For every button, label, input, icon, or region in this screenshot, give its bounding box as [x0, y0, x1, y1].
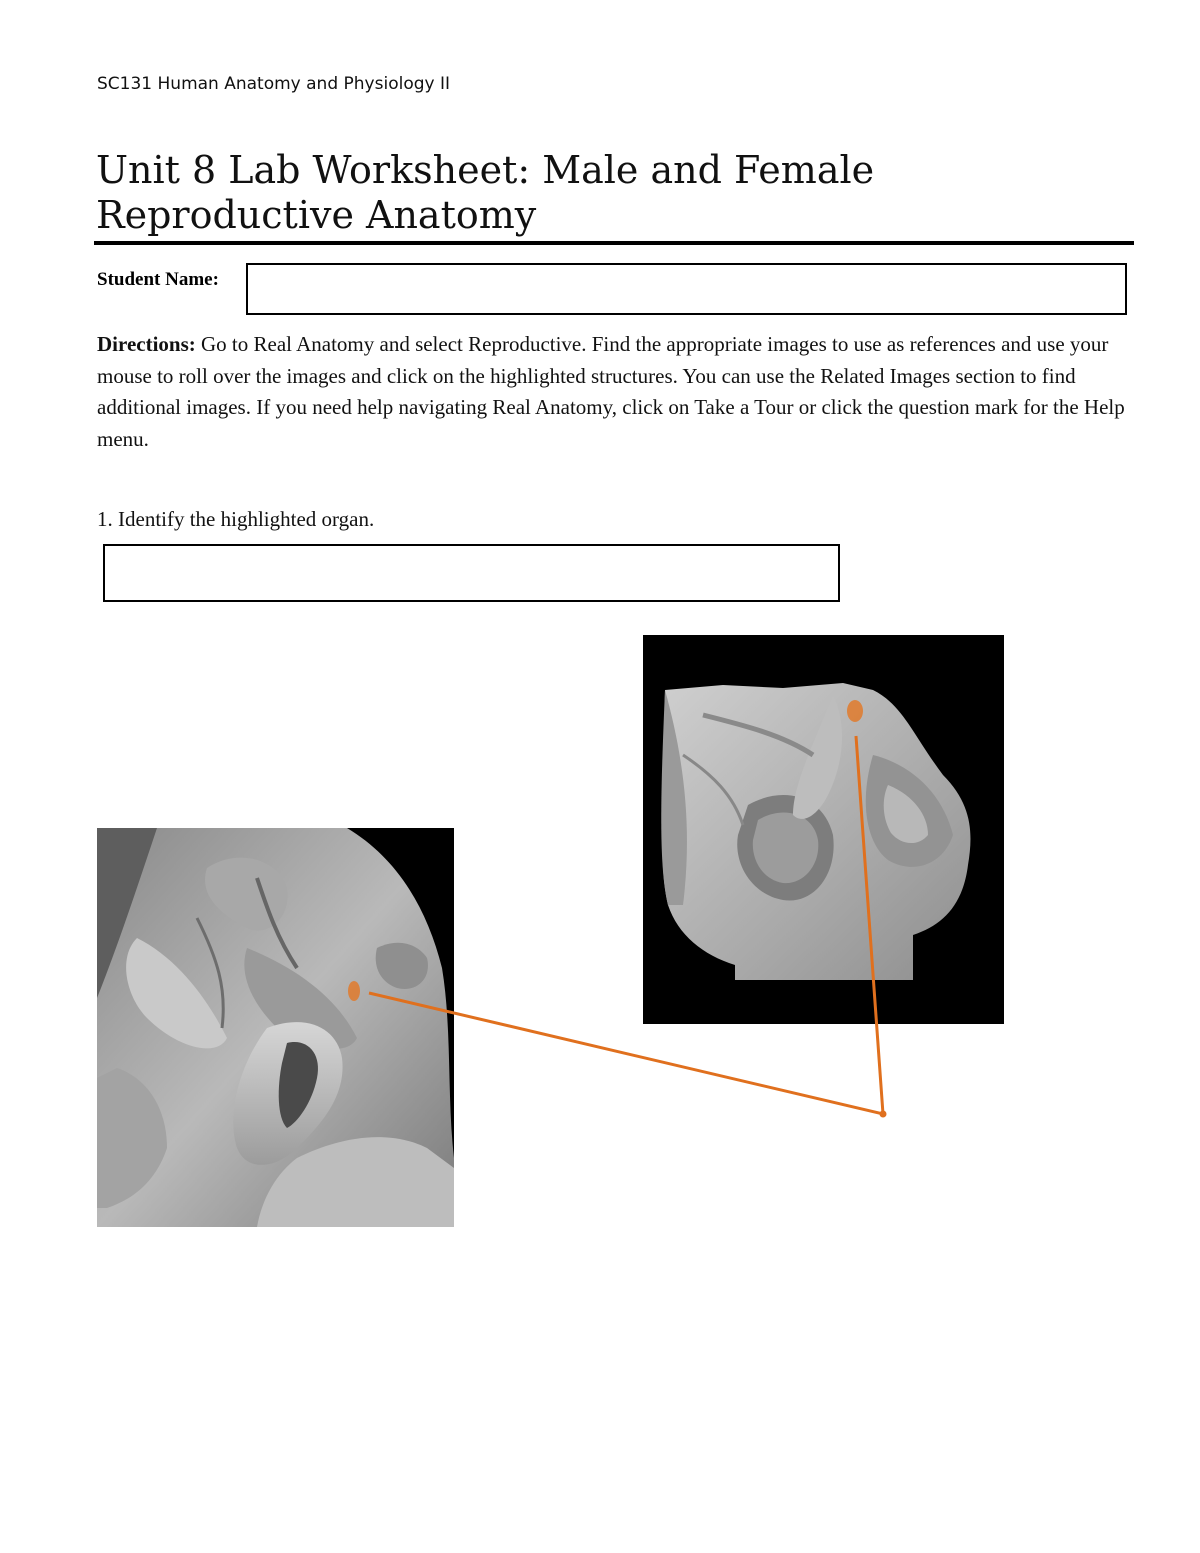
- anatomy-closeup-image: [97, 828, 454, 1227]
- directions-text: Go to Real Anatomy and select Reproductive. Find the appropriate images to use as references and use your mouse to roll over the images and click on the highlighted structures. You can use the Related Images section to find additional images. If you need help navigating Real Anatomy, click on Take a Tour or click the question mark for the Help menu.: [97, 332, 1125, 451]
- directions-paragraph: [97, 329, 1137, 455]
- directions-label: Directions:: [97, 332, 196, 356]
- pelvis-sagittal-section-image: [643, 635, 1004, 1024]
- student-name-field[interactable]: [246, 263, 1127, 315]
- question-1-answer-field[interactable]: [103, 544, 840, 602]
- student-name-label: Student Name:: [97, 269, 219, 290]
- highlighted-structure-marker: [348, 981, 360, 1001]
- highlighted-structure-marker: [847, 700, 863, 722]
- connector-joint-dot: [880, 1111, 887, 1118]
- title-divider: [94, 241, 1134, 245]
- course-header: SC131 Human Anatomy and Physiology II: [97, 74, 450, 94]
- page-title: Unit 8 Lab Worksheet: Male and Female Reproductive Anatomy: [96, 148, 875, 237]
- question-1-text: 1. Identify the highlighted organ.: [97, 507, 375, 531]
